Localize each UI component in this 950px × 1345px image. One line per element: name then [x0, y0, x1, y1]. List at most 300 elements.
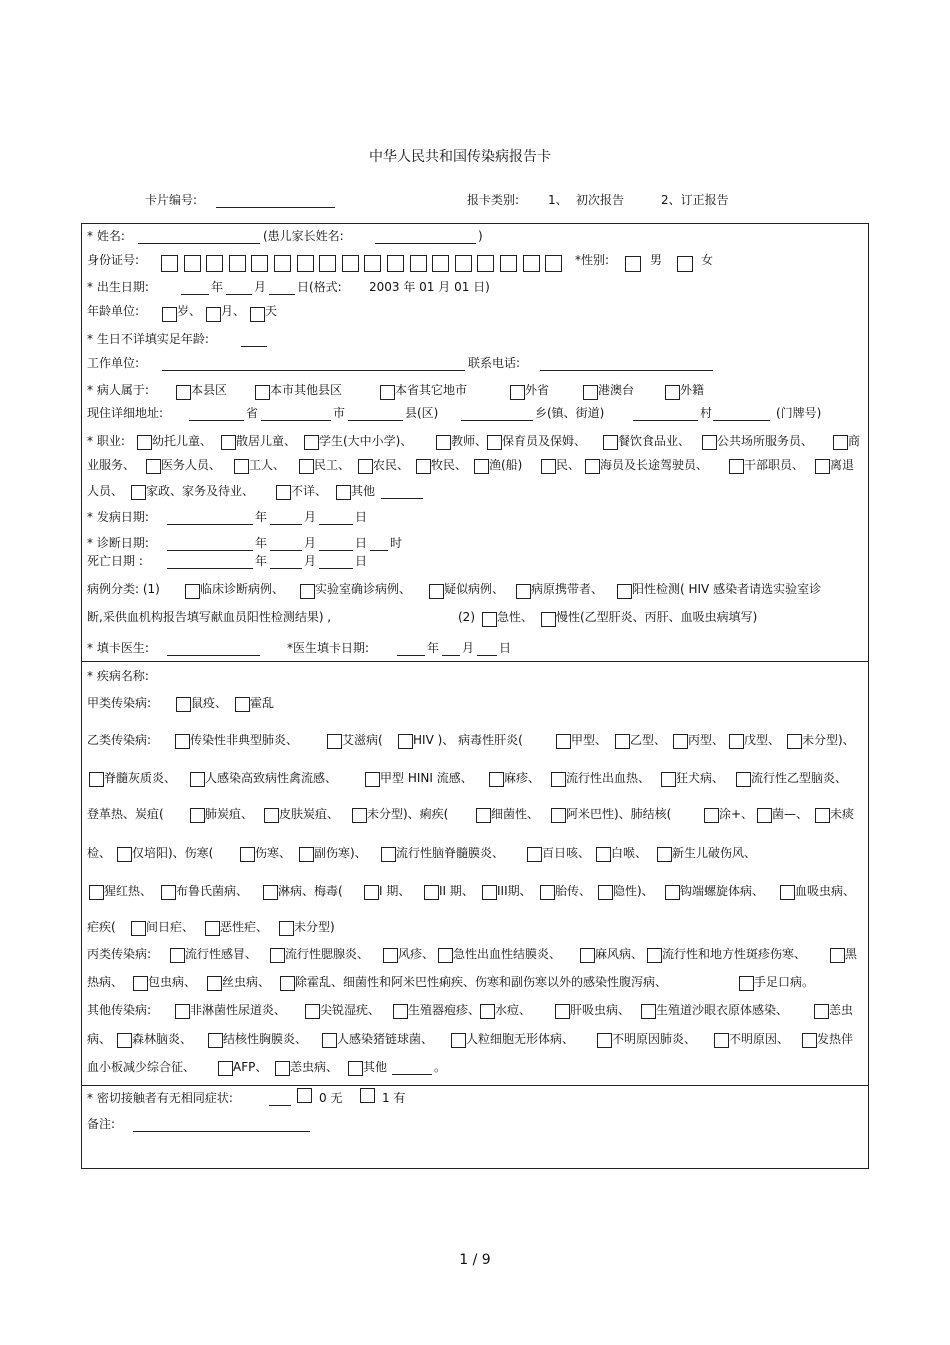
job-option-checkbox[interactable]	[541, 459, 556, 474]
class-b-disease-label: II 期、	[439, 884, 474, 898]
other-disease-checkbox[interactable]	[802, 1033, 817, 1048]
class-b-disease-checkbox[interactable]	[815, 808, 830, 823]
death-month-field[interactable]	[270, 568, 302, 569]
class-b-disease-checkbox[interactable]	[190, 808, 205, 823]
class-b-disease-label: 钩端螺旋体病、	[680, 884, 765, 898]
job-option-checkbox[interactable]	[815, 459, 830, 474]
job-other-field[interactable]	[381, 498, 423, 499]
category-label: 报卡类别:	[467, 193, 520, 207]
other-disease-checkbox[interactable]	[348, 1061, 363, 1076]
onset-year: 年	[255, 510, 268, 524]
case-carrier-checkbox[interactable]	[516, 584, 531, 599]
class-c-disease-checkbox[interactable]	[580, 948, 595, 963]
class-b-disease-checkbox[interactable]	[615, 734, 630, 749]
id-digit-box[interactable]	[274, 255, 291, 272]
belong-hkmt-checkbox[interactable]	[583, 385, 598, 400]
job-option-label: 农民、	[373, 458, 410, 472]
belong-county: 本县区	[191, 383, 228, 397]
address-number-field[interactable]	[713, 420, 770, 421]
class-b-line3-prefix: 登革热、炭疽(	[87, 807, 164, 821]
job-option-label: 不详、	[291, 484, 328, 498]
doctor-day-field[interactable]	[477, 655, 497, 656]
job-option-checkbox[interactable]	[585, 459, 600, 474]
diag-day-field[interactable]	[319, 550, 353, 551]
other-disease-checkbox[interactable]	[208, 1033, 223, 1048]
class-b-disease-checkbox[interactable]	[89, 772, 104, 787]
class-b-disease-label: 未分型)、痢疾(	[367, 807, 449, 821]
job-option-checkbox[interactable]	[416, 459, 431, 474]
onset-year-field[interactable]	[167, 524, 253, 525]
id-digit-box[interactable]	[410, 255, 427, 272]
class-b-disease-checkbox[interactable]	[131, 921, 146, 936]
case-chronic: 慢性(乙型肝炎、丙肝、血吸虫病填写)	[556, 610, 758, 624]
plague: 鼠疫、	[191, 696, 228, 710]
class-c-disease-label: 黑	[845, 947, 858, 961]
class-b-disease-label: 艾滋病(	[342, 733, 383, 747]
id-digit-box[interactable]	[297, 255, 314, 272]
doctor-day: 日	[499, 641, 512, 655]
class-b-disease-checkbox[interactable]	[190, 772, 205, 787]
onset-day-field[interactable]	[319, 524, 353, 525]
belong-province: 本省其它地市	[395, 383, 468, 397]
id-label: 身份证号:	[87, 253, 140, 267]
job-option-checkbox[interactable]	[146, 459, 161, 474]
case-suspect-checkbox[interactable]	[429, 584, 444, 599]
class-b-line6-prefix: 疟疾(	[87, 920, 116, 934]
class-b-disease-label: 乙型、	[630, 733, 667, 747]
category-opt2[interactable]: 2、订正报告	[661, 193, 729, 207]
doctor-field[interactable]	[167, 655, 260, 656]
id-digit-box[interactable]	[500, 255, 517, 272]
class-b-disease-label: 脊髓灰质炎、	[104, 771, 177, 785]
doctor-year-field[interactable]	[397, 655, 425, 656]
class-c-disease-label: 风疹、	[398, 947, 435, 961]
other-disease-checkbox[interactable]	[480, 1004, 495, 1019]
other-disease-label: 不明原因、	[729, 1032, 790, 1046]
class-b-disease-checkbox[interactable]	[596, 847, 611, 862]
other-disease-end: 。	[434, 1060, 447, 1074]
id-digit-box[interactable]	[342, 255, 359, 272]
class-b-disease-checkbox[interactable]	[398, 734, 413, 749]
class-b-disease-label: 戊型、	[744, 733, 781, 747]
case-suspect: 疑似病例、	[444, 582, 505, 596]
class-b-disease-label: 未分型)、	[802, 733, 855, 747]
other-line3-prefix: 血小板减少综合征、	[87, 1060, 196, 1074]
other-disease-label: 生殖道沙眼衣原体感染、	[656, 1003, 789, 1017]
job-option-checkbox[interactable]	[276, 485, 291, 500]
other-disease-checkbox[interactable]	[275, 1061, 290, 1076]
class-c-disease-checkbox[interactable]	[739, 976, 754, 991]
class-b-disease-checkbox[interactable]	[476, 808, 491, 823]
address-county-field[interactable]	[348, 420, 403, 421]
job-option-label: 海员及长途驾驶员、	[600, 458, 709, 472]
plague-checkbox[interactable]	[176, 697, 191, 712]
birth-year: 年	[211, 280, 224, 294]
class-b-disease-checkbox[interactable]	[673, 734, 688, 749]
real-age-label: * 生日不详填实足年龄:	[87, 332, 209, 346]
belong-county-checkbox[interactable]	[176, 385, 191, 400]
onset-day: 日	[355, 510, 368, 524]
sex-female-checkbox[interactable]	[677, 256, 693, 272]
class-c-disease-checkbox[interactable]	[170, 948, 185, 963]
class-b-disease-checkbox[interactable]	[482, 885, 497, 900]
other-disease-label: 生殖器疱疹、	[408, 1003, 481, 1017]
class-b-disease-checkbox[interactable]	[787, 734, 802, 749]
contact-no: 0 无	[319, 1091, 343, 1105]
job-option-checkbox[interactable]	[358, 459, 373, 474]
contact-yes-checkbox[interactable]	[360, 1088, 375, 1103]
class-b-disease-label: 猩红热、	[104, 884, 153, 898]
other-disease-checkbox[interactable]	[322, 1033, 337, 1048]
job-option-label: 学生(大中小学)、	[319, 434, 413, 448]
class-b-disease-checkbox[interactable]	[264, 808, 279, 823]
class-b-disease-checkbox[interactable]	[205, 921, 220, 936]
belong-foreign: 外籍	[680, 383, 705, 397]
class-b-disease-label: 副伤寒)、	[314, 846, 367, 860]
disease-label: * 疾病名称:	[87, 669, 149, 683]
id-digit-box[interactable]	[432, 255, 449, 272]
class-a-label: 甲类传染病:	[87, 696, 152, 710]
class-c-disease-checkbox[interactable]	[207, 976, 222, 991]
id-digit-box[interactable]	[387, 255, 404, 272]
id-digit-box[interactable]	[184, 255, 201, 272]
parent-close: )	[478, 229, 483, 243]
class-b-disease-label: 百日咳、	[542, 846, 591, 860]
job-line3-prefix: 人员、	[87, 484, 124, 498]
birth-year-field[interactable]	[181, 294, 209, 295]
class-b-disease-checkbox[interactable]	[661, 772, 676, 787]
class-c-disease-checkbox[interactable]	[647, 948, 662, 963]
card-no-field[interactable]	[216, 207, 335, 208]
name-label: * 姓名:	[87, 229, 125, 243]
class-b-disease-checkbox[interactable]	[364, 885, 379, 900]
cholera: 霍乱	[250, 696, 275, 710]
onset-label: * 发病日期:	[87, 510, 149, 524]
class-b-disease-label: 传染性非典型肺炎、	[190, 733, 299, 747]
class-c-line2-prefix: 热病、	[87, 975, 124, 989]
age-unit-month-checkbox[interactable]	[206, 307, 221, 322]
job-option-label: 民工、	[314, 458, 351, 472]
class-b-disease-checkbox[interactable]	[780, 885, 795, 900]
class-b-disease-checkbox[interactable]	[598, 885, 613, 900]
other-disease-label: 恙虫	[829, 1003, 854, 1017]
category-opt1-num: 1、	[548, 193, 568, 207]
address-village: 村	[700, 406, 713, 420]
diag-day: 日	[355, 536, 368, 550]
class-c-disease-checkbox[interactable]	[270, 948, 285, 963]
address-county: 县(区)	[405, 406, 439, 420]
doctor-month-field[interactable]	[442, 655, 460, 656]
contact-no-checkbox[interactable]	[297, 1088, 312, 1103]
case-clinical: 临床诊断病例、	[200, 582, 285, 596]
job-option-label: 其他	[351, 484, 376, 498]
diag-year: 年	[255, 536, 268, 550]
class-b-disease-label: 恶性疟、	[220, 920, 269, 934]
birth-label: * 出生日期:	[87, 280, 149, 294]
case-carrier: 病原携带者、	[531, 582, 604, 596]
divider-1	[81, 661, 869, 662]
divider-2	[81, 1085, 869, 1086]
job-option-label: 医务人员、	[161, 458, 222, 472]
category-opt1[interactable]: 初次报告	[576, 193, 625, 207]
job-option-checkbox[interactable]	[436, 435, 451, 450]
job-option-label: 商	[848, 434, 861, 448]
other-disease-checkbox[interactable]	[393, 1004, 408, 1019]
class-b-disease-checkbox[interactable]	[161, 885, 176, 900]
address-town-field[interactable]	[461, 420, 533, 421]
other-disease-checkbox[interactable]	[218, 1061, 233, 1076]
id-digit-box[interactable]	[455, 255, 472, 272]
class-b-disease-checkbox[interactable]	[540, 885, 555, 900]
class-b-disease-checkbox[interactable]	[527, 847, 542, 862]
job-option-checkbox[interactable]	[729, 459, 744, 474]
other-disease-label: 尖锐湿疣、	[320, 1003, 381, 1017]
page-title: 中华人民共和国传染病报告卡	[369, 149, 551, 165]
cholera-checkbox[interactable]	[235, 697, 250, 712]
belong-other-province-checkbox[interactable]	[510, 385, 525, 400]
phone-field[interactable]	[540, 370, 713, 371]
age-unit-year-checkbox[interactable]	[162, 307, 177, 322]
death-year-field[interactable]	[167, 568, 253, 569]
class-b-line4-prefix: 检、	[87, 846, 112, 860]
age-unit-day-checkbox[interactable]	[250, 307, 265, 322]
sex-female: 女	[701, 253, 714, 267]
class-b-disease-checkbox[interactable]	[175, 734, 190, 749]
class-b-disease-label: 隐性)、	[613, 884, 654, 898]
job-option-checkbox[interactable]	[221, 435, 236, 450]
name-field[interactable]	[138, 243, 260, 244]
class-b-disease-label: 间日疟、	[146, 920, 195, 934]
other-disease-field[interactable]	[392, 1074, 432, 1075]
class-b-disease-label: 新生儿破伤风、	[672, 846, 757, 860]
class-b-disease-checkbox[interactable]	[299, 847, 314, 862]
work-unit-label: 工作单位:	[87, 356, 140, 370]
class-c-disease-checkbox[interactable]	[830, 948, 845, 963]
doctor-month: 月	[462, 641, 475, 655]
id-digit-box[interactable]	[229, 255, 246, 272]
belong-hkmt: 港澳台	[598, 383, 635, 397]
class-b-disease-label: 血吸虫病、	[795, 884, 856, 898]
case-clinical-checkbox[interactable]	[185, 584, 200, 599]
job-option-checkbox[interactable]	[304, 435, 319, 450]
belong-city-checkbox[interactable]	[255, 385, 270, 400]
work-unit-field[interactable]	[162, 370, 465, 371]
death-day: 日	[355, 554, 368, 568]
age-unit-month: 月、	[221, 304, 246, 318]
id-digit-box[interactable]	[161, 255, 178, 272]
job-option-checkbox[interactable]	[234, 459, 249, 474]
class-b-disease-checkbox[interactable]	[279, 921, 294, 936]
job-option-label: 公共场所服务员、	[717, 434, 814, 448]
other-disease-label: 发热伴	[817, 1032, 854, 1046]
job-option-checkbox[interactable]	[137, 435, 152, 450]
other-disease-label: 肝吸虫病、	[570, 1003, 631, 1017]
class-b-disease-label: 甲型 HINI 流感、	[380, 771, 473, 785]
parent-name-field[interactable]	[375, 243, 476, 244]
class-c-disease-checkbox[interactable]	[133, 976, 148, 991]
class-b-disease-label: 菌—、	[772, 807, 809, 821]
doctor-label: * 填卡医生:	[87, 641, 149, 655]
diag-hour-field[interactable]	[370, 550, 388, 551]
other-disease-checkbox[interactable]	[305, 1004, 320, 1019]
class-b-disease-label: 皮肤炭疽、	[279, 807, 340, 821]
diag-month-field[interactable]	[270, 550, 302, 551]
id-digit-box[interactable]	[206, 255, 223, 272]
phone-label: 联系电话:	[468, 356, 521, 370]
class-b-disease-checkbox[interactable]	[736, 772, 751, 787]
job-option-label: 民、	[556, 458, 581, 472]
class-b-disease-label: I 期、	[379, 884, 411, 898]
job-option-label: 牧民、	[431, 458, 468, 472]
class-b-disease-label: 丙型、	[688, 733, 725, 747]
other-disease-label: 人感染猪链球菌、	[337, 1032, 434, 1046]
job-line2-prefix: 业服务、	[87, 458, 136, 472]
id-digit-box[interactable]	[364, 255, 381, 272]
class-b-disease-checkbox[interactable]	[489, 772, 504, 787]
class-c-disease-label: 丝虫病、	[222, 975, 271, 989]
case-positive: 阳性检测( HIV 感染者请选实验室诊	[632, 582, 822, 596]
remark-field[interactable]	[133, 1131, 310, 1132]
class-b-disease-checkbox[interactable]	[665, 885, 680, 900]
job-option-checkbox[interactable]	[603, 435, 618, 450]
sex-male-checkbox[interactable]	[625, 256, 641, 272]
class-b-disease-checkbox[interactable]	[704, 808, 719, 823]
class-c-disease-label: 流行性腮腺炎、	[285, 947, 370, 961]
class-b-disease-checkbox[interactable]	[657, 847, 672, 862]
other-disease-checkbox[interactable]	[641, 1004, 656, 1019]
other-disease-label: 结核性胸膜炎、	[223, 1032, 308, 1046]
case-chronic-checkbox[interactable]	[541, 612, 556, 627]
job-option-label: 干部职员、	[744, 458, 805, 472]
case-acute-checkbox[interactable]	[482, 612, 497, 627]
case-lab-checkbox[interactable]	[300, 584, 315, 599]
job-option-checkbox[interactable]	[474, 459, 489, 474]
belong-foreign-checkbox[interactable]	[665, 385, 680, 400]
class-b-disease-label: HIV )、 病毒性肝炎(	[413, 733, 523, 747]
job-option-checkbox[interactable]	[487, 435, 502, 450]
onset-month: 月	[304, 510, 317, 524]
class-b-disease-label: 淋病、梅毒(	[278, 884, 343, 898]
job-option-checkbox[interactable]	[833, 435, 848, 450]
class-b-disease-label: 未痰	[830, 807, 855, 821]
job-option-checkbox[interactable]	[702, 435, 717, 450]
case-lab: 实验室确诊病例、	[315, 582, 412, 596]
job-option-checkbox[interactable]	[131, 485, 146, 500]
class-b-disease-checkbox[interactable]	[757, 808, 772, 823]
real-age-field[interactable]	[241, 346, 267, 347]
contact-field[interactable]	[269, 1105, 291, 1106]
address-village-field[interactable]	[633, 420, 698, 421]
class-b-disease-checkbox[interactable]	[424, 885, 439, 900]
other-disease-checkbox[interactable]	[555, 1004, 570, 1019]
address-city-field[interactable]	[261, 420, 331, 421]
class-c-disease-label: 麻风病、	[595, 947, 644, 961]
class-b-disease-checkbox[interactable]	[327, 734, 342, 749]
class-b-disease-checkbox[interactable]	[117, 847, 132, 862]
case-positive-checkbox[interactable]	[617, 584, 632, 599]
belong-label: * 病人属于:	[87, 383, 149, 397]
job-label: * 职业:	[87, 434, 125, 448]
class-b-disease-label: 涂+、	[719, 807, 754, 821]
class-b-disease-label: III期、	[497, 884, 532, 898]
class-c-disease-checkbox[interactable]	[280, 976, 295, 991]
class-b-disease-label: 胎传、	[555, 884, 592, 898]
other-disease-checkbox[interactable]	[597, 1033, 612, 1048]
diag-month: 月	[304, 536, 317, 550]
address-province: 省	[246, 406, 259, 420]
class-c-disease-label: 包虫病、	[148, 975, 197, 989]
diag-year-field[interactable]	[167, 550, 253, 551]
death-day-field[interactable]	[319, 568, 353, 569]
job-option-label: 渔(船)	[489, 458, 523, 472]
class-b-disease-checkbox[interactable]	[352, 808, 367, 823]
other-disease-checkbox[interactable]	[117, 1033, 132, 1048]
belong-other-province: 外省	[525, 383, 550, 397]
job-option-label: 幼托儿童、	[152, 434, 213, 448]
class-b-disease-label: 流行性脑脊髓膜炎、	[396, 846, 505, 860]
diag-label: * 诊断日期:	[87, 536, 149, 550]
address-city: 市	[333, 406, 346, 420]
page-number: 1 / 9	[459, 1252, 491, 1268]
belong-province-checkbox[interactable]	[380, 385, 395, 400]
sex-male: 男	[650, 253, 663, 267]
class-b-disease-checkbox[interactable]	[263, 885, 278, 900]
other-line2-prefix: 病、	[87, 1032, 112, 1046]
case-class-p2: (2)	[458, 610, 475, 624]
job-option-label: 家政、家务及待业、	[146, 484, 255, 498]
id-digit-box[interactable]	[319, 255, 336, 272]
class-b-disease-checkbox[interactable]	[551, 808, 566, 823]
class-b-disease-checkbox[interactable]	[381, 847, 396, 862]
class-b-disease-checkbox[interactable]	[240, 847, 255, 862]
job-option-label: 散居儿童、	[236, 434, 297, 448]
age-unit-label: 年龄单位:	[87, 304, 140, 318]
class-c-disease-checkbox[interactable]	[438, 948, 453, 963]
birth-day-field[interactable]	[269, 294, 295, 295]
class-b-disease-checkbox[interactable]	[551, 772, 566, 787]
job-option-checkbox[interactable]	[336, 485, 351, 500]
sex-label: *性别:	[575, 253, 610, 267]
class-b-disease-label: 细菌性、	[491, 807, 540, 821]
other-disease-checkbox[interactable]	[814, 1004, 829, 1019]
job-option-checkbox[interactable]	[299, 459, 314, 474]
case-acute: 急性、	[497, 610, 534, 624]
class-b-disease-label: 狂犬病、	[676, 771, 725, 785]
onset-month-field[interactable]	[270, 524, 302, 525]
class-b-disease-label: 麻疹、	[504, 771, 541, 785]
other-disease-checkbox[interactable]	[451, 1033, 466, 1048]
class-c-disease-label: 手足口病。	[754, 975, 815, 989]
id-digit-box[interactable]	[523, 255, 540, 272]
age-unit-year: 岁、	[177, 304, 202, 318]
birth-month-field[interactable]	[226, 294, 252, 295]
other-disease-checkbox[interactable]	[175, 1004, 190, 1019]
class-b-disease-checkbox[interactable]	[365, 772, 380, 787]
class-b-disease-checkbox[interactable]	[729, 734, 744, 749]
other-disease-checkbox[interactable]	[714, 1033, 729, 1048]
id-digit-box[interactable]	[477, 255, 494, 272]
address-province-field[interactable]	[189, 420, 244, 421]
class-b-disease-checkbox[interactable]	[556, 734, 571, 749]
doctor-date-label: *医生填卡日期:	[287, 641, 370, 655]
id-digit-box[interactable]	[251, 255, 268, 272]
class-c-disease-checkbox[interactable]	[383, 948, 398, 963]
job-option-label: 保育员及保姆、	[502, 434, 587, 448]
birth-format: 2003 年 01 月 01 日)	[369, 280, 490, 294]
id-digit-box[interactable]	[545, 255, 562, 272]
class-b-disease-checkbox[interactable]	[89, 885, 104, 900]
class-b-disease-label: 人感染高致病性禽流感、	[205, 771, 338, 785]
